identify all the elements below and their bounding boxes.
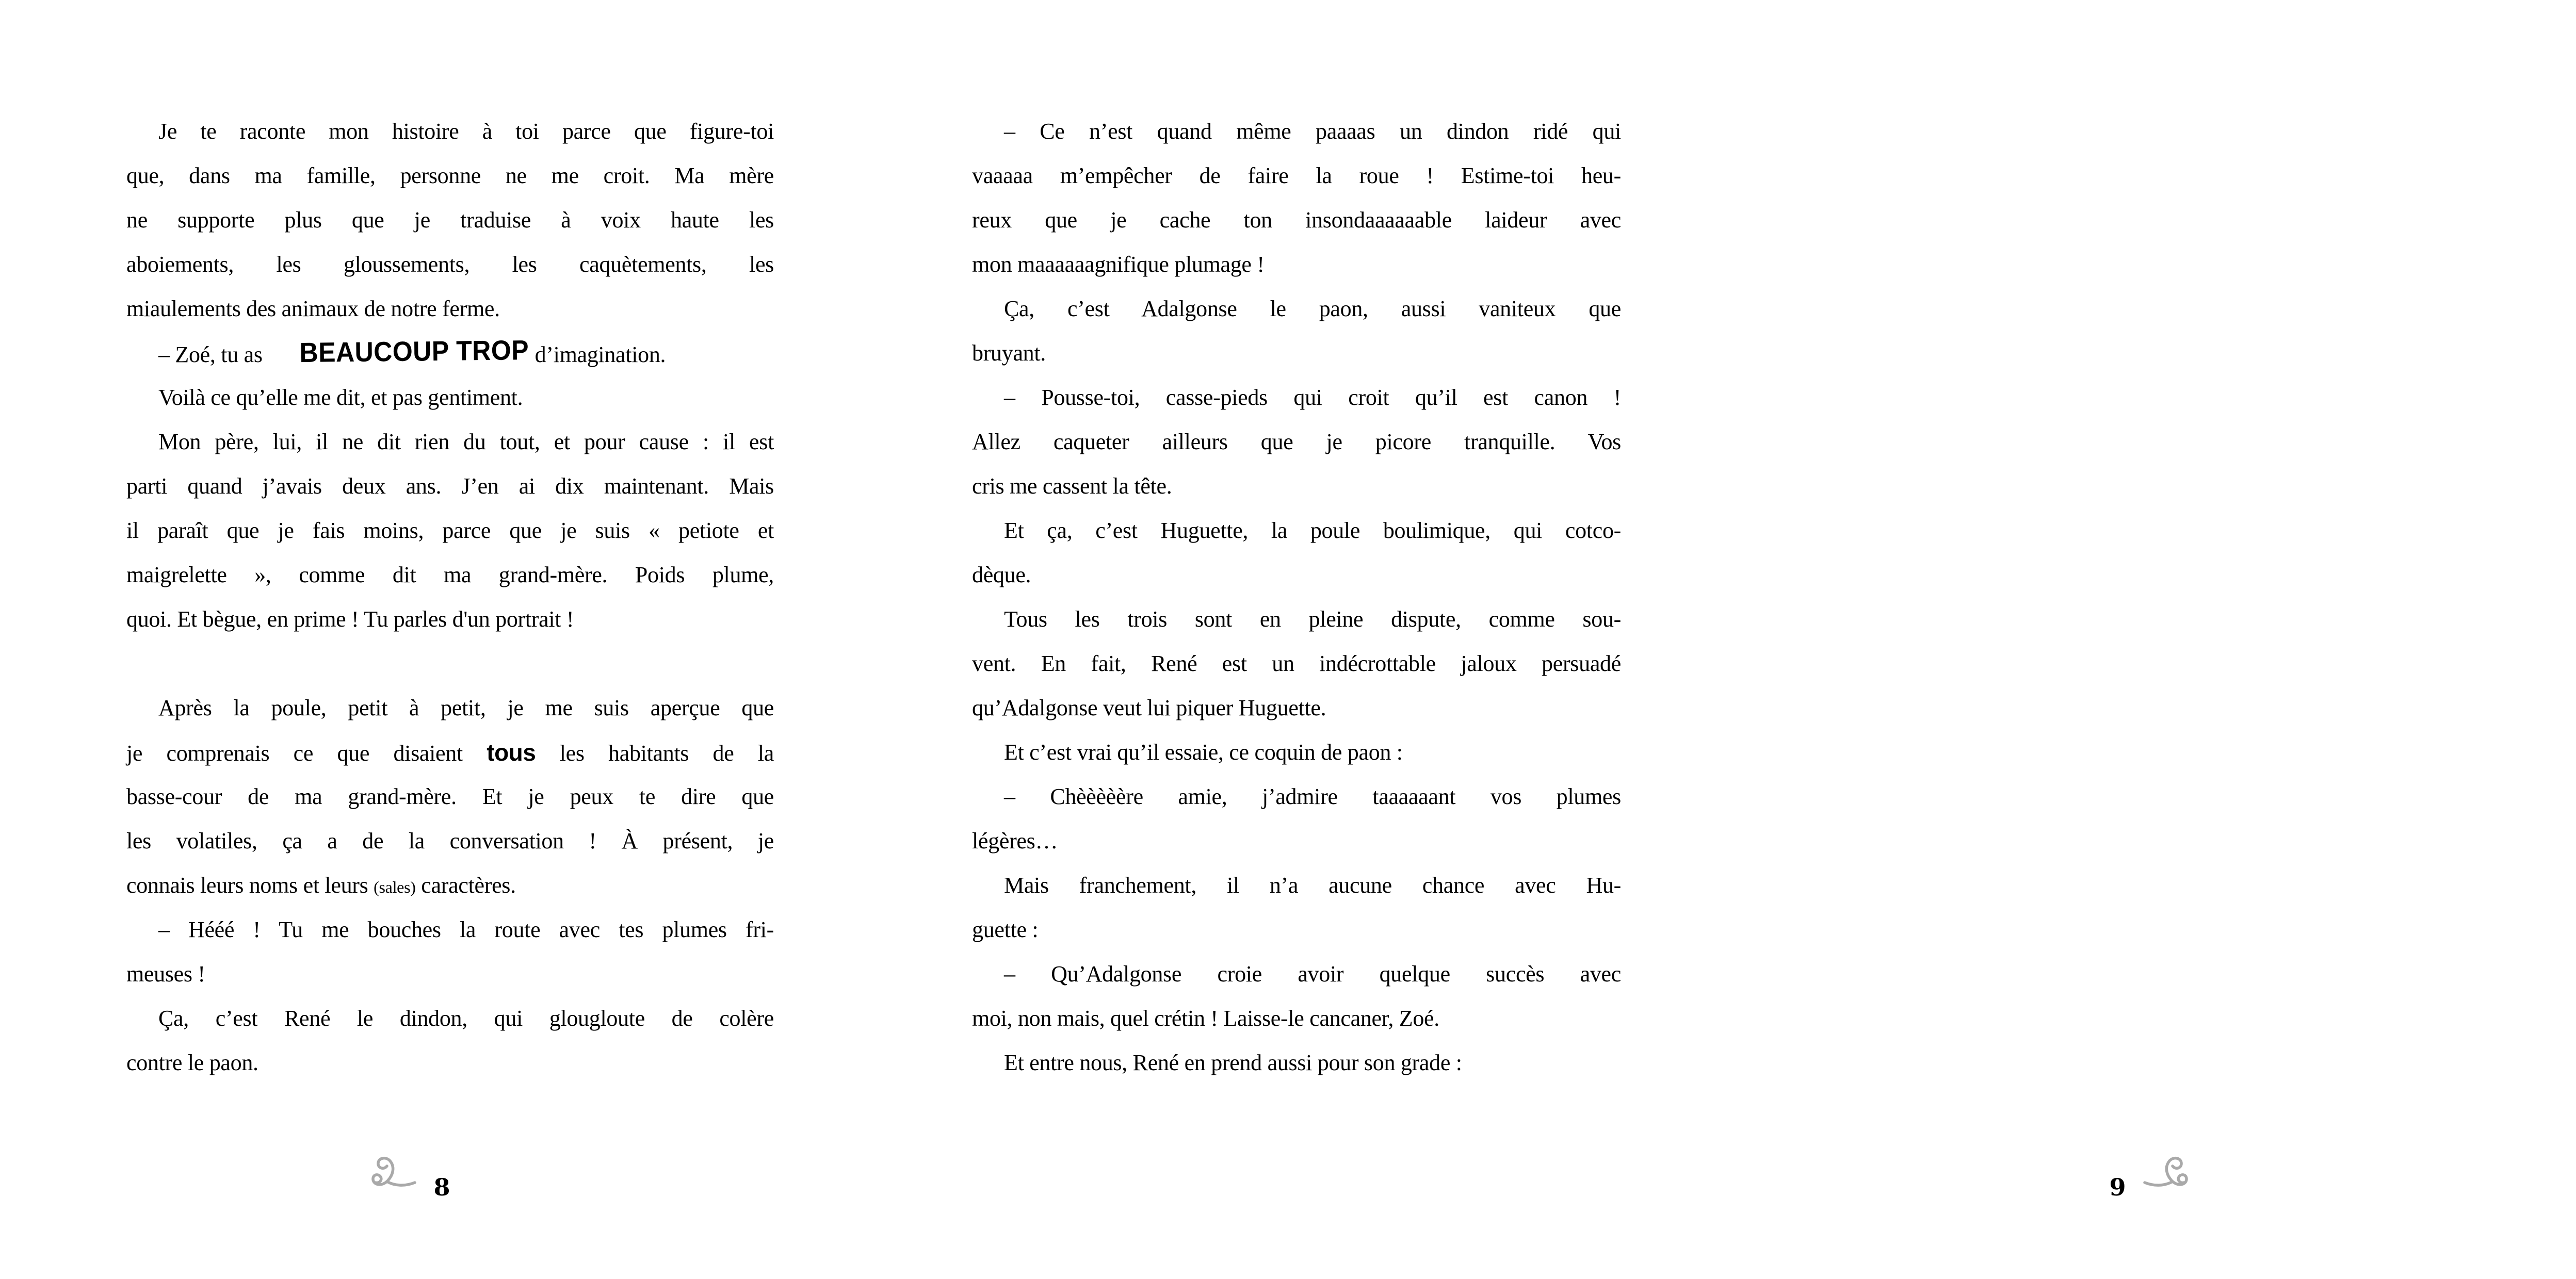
body-text: légères…: [972, 828, 1058, 854]
page-8-footer: [0, 1153, 836, 1204]
text-line: [972, 464, 1621, 509]
body-text: – Qu’Adalgonse croie avoir quelque succès avec: [1004, 961, 1621, 987]
page-8: [0, 0, 853, 1279]
text-line: [972, 509, 1621, 553]
text-line: [972, 819, 1621, 863]
text-line: [972, 331, 1621, 375]
text-line: [972, 242, 1621, 287]
text-line: [126, 509, 774, 553]
body-text: Et c’est vrai qu’il essaie, ce coquin de paon :: [1004, 740, 1403, 765]
text-line: [126, 375, 774, 420]
body-text: il paraît que je fais moins, parce que je suis « petiote et: [126, 518, 774, 543]
body-text: d’imagination.: [529, 342, 666, 367]
body-text: maigrelette », comme dit ma grand-mère. Poids plume,: [126, 562, 774, 587]
body-text: contre le paon.: [126, 1050, 258, 1075]
text-line: [972, 198, 1621, 242]
body-text: moi, non mais, quel crétin ! Laisse-le cancaner, Zoé.: [972, 1006, 1439, 1031]
text-line: [126, 464, 774, 509]
text-line: [972, 996, 1621, 1041]
text-line: [972, 287, 1621, 331]
text-line: [126, 819, 774, 863]
text-line: [126, 420, 774, 464]
page-9-footer: [1723, 1153, 2576, 1204]
body-text: – Zoé, tu as: [158, 342, 268, 367]
text-line: [972, 109, 1621, 154]
body-text: Et ça, c’est Huguette, la poule boulimique, qui cotco-: [1004, 518, 1621, 543]
text-line: [972, 908, 1621, 952]
text-line: [972, 775, 1621, 819]
text-line: [972, 154, 1621, 198]
page-number: 8: [433, 1173, 450, 1201]
body-text: basse-cour de ma grand-mère. Et je peux te dire que: [126, 784, 774, 809]
body-text: que, dans ma famille, personne ne me croit. Ma mère: [126, 163, 774, 188]
text-line: [126, 198, 774, 242]
page-number: 9: [2109, 1173, 2126, 1201]
text-line: [126, 996, 774, 1041]
body-text: Allez caqueter ailleurs que je picore tranquille. Vos: [972, 429, 1621, 454]
text-line: [126, 553, 774, 597]
text-line: [126, 331, 774, 375]
hand-text: tous: [487, 739, 536, 766]
text-line: [126, 287, 774, 331]
body-text: guette :: [972, 917, 1039, 942]
body-text: Voilà ce qu’elle me dit, et pas gentiment.: [158, 385, 523, 410]
text-line: [126, 775, 774, 819]
body-text: quoi. Et bègue, en prime ! Tu parles d'un portrait !: [126, 606, 574, 632]
text-line: [972, 553, 1621, 597]
body-text: connais leurs noms et leurs: [126, 873, 374, 898]
body-text: je comprenais ce que disaient: [126, 741, 487, 766]
text-line: [126, 686, 774, 730]
body-text: caractères.: [415, 873, 516, 898]
text-line: [126, 109, 774, 154]
body-text: miaulements des animaux de notre ferme.: [126, 296, 500, 321]
body-text: bruyant.: [972, 340, 1046, 366]
text-line: [972, 1041, 1621, 1085]
body-text: – Pousse-toi, casse-pieds qui croit qu’il est canon !: [1004, 385, 1621, 410]
body-text: Je te raconte mon histoire à toi parce que figure-toi: [158, 119, 774, 144]
body-text: meuses !: [126, 961, 205, 987]
body-text: parti quand j’avais deux ans. J’en ai dix maintenant. Mais: [126, 473, 774, 499]
text-line: [972, 420, 1621, 464]
page-8-text: [126, 109, 774, 1085]
body-text: vaaaaa m’empêcher de faire la roue ! Estime-toi heu-: [972, 163, 1621, 188]
text-line: [972, 730, 1621, 775]
text-line: [972, 375, 1621, 420]
text-line: [126, 863, 774, 908]
body-text: les volatiles, ça a de la conversation ! À présent, je: [126, 828, 774, 854]
body-text: – Chèèèèère amie, j’admire taaaaaant vos plumes: [1004, 784, 1621, 809]
body-text: aboiements, les gloussements, les caquètements, les: [126, 252, 774, 277]
text-line: [972, 686, 1621, 730]
text-line: [126, 242, 774, 287]
text-line: [972, 952, 1621, 996]
text-line: [126, 730, 774, 775]
text-line: [972, 642, 1621, 686]
flourish-ornament-icon: [2138, 1153, 2190, 1204]
body-text: – Ce n’est quand même paaaas un dindon ridé qui: [1004, 119, 1621, 144]
text-line: [972, 863, 1621, 908]
text-line: [126, 1041, 774, 1085]
body-text: les habitants de la: [536, 741, 774, 766]
body-text: Tous les trois sont en pleine dispute, comme sou-: [1004, 606, 1621, 632]
small-text: (sales): [374, 878, 416, 896]
text-line: [126, 908, 774, 952]
body-text: mon maaaaaagnifique plumage !: [972, 252, 1265, 277]
page-9: [853, 0, 2126, 1279]
body-text: qu’Adalgonse veut lui piquer Huguette.: [972, 695, 1326, 720]
body-text: reux que je cache ton insondaaaaaable laideur avec: [972, 207, 1621, 233]
body-text: – Hééé ! Tu me bouches la route avec tes plumes fri-: [158, 917, 774, 942]
body-text: Mais franchement, il n’a aucune chance avec Hu-: [1004, 873, 1621, 898]
body-text: Et entre nous, René en prend aussi pour son grade :: [1004, 1050, 1462, 1075]
body-text: Après la poule, petit à petit, je me suis aperçue que: [158, 695, 774, 720]
body-text: dèque.: [972, 562, 1031, 587]
body-text: vent. En fait, René est un indécrottable jaloux persuadé: [972, 651, 1621, 676]
shout-text: BEAUCOUP TROP: [299, 334, 529, 368]
text-line: [972, 597, 1621, 642]
text-line: [126, 597, 774, 642]
page-9-text: [972, 109, 1621, 1085]
text-line: [126, 952, 774, 996]
text-line: [126, 154, 774, 198]
body-text: Mon père, lui, il ne dit rien du tout, et pour cause : il est: [158, 429, 774, 454]
body-text: Ça, c’est René le dindon, qui glougloute de colère: [158, 1006, 774, 1031]
body-text: ne supporte plus que je traduise à voix haute les: [126, 207, 774, 233]
body-text: Ça, c’est Adalgonse le paon, aussi vaniteux que: [1004, 296, 1621, 321]
body-text: cris me cassent la tête.: [972, 473, 1172, 499]
flourish-ornament-icon: [369, 1153, 421, 1204]
